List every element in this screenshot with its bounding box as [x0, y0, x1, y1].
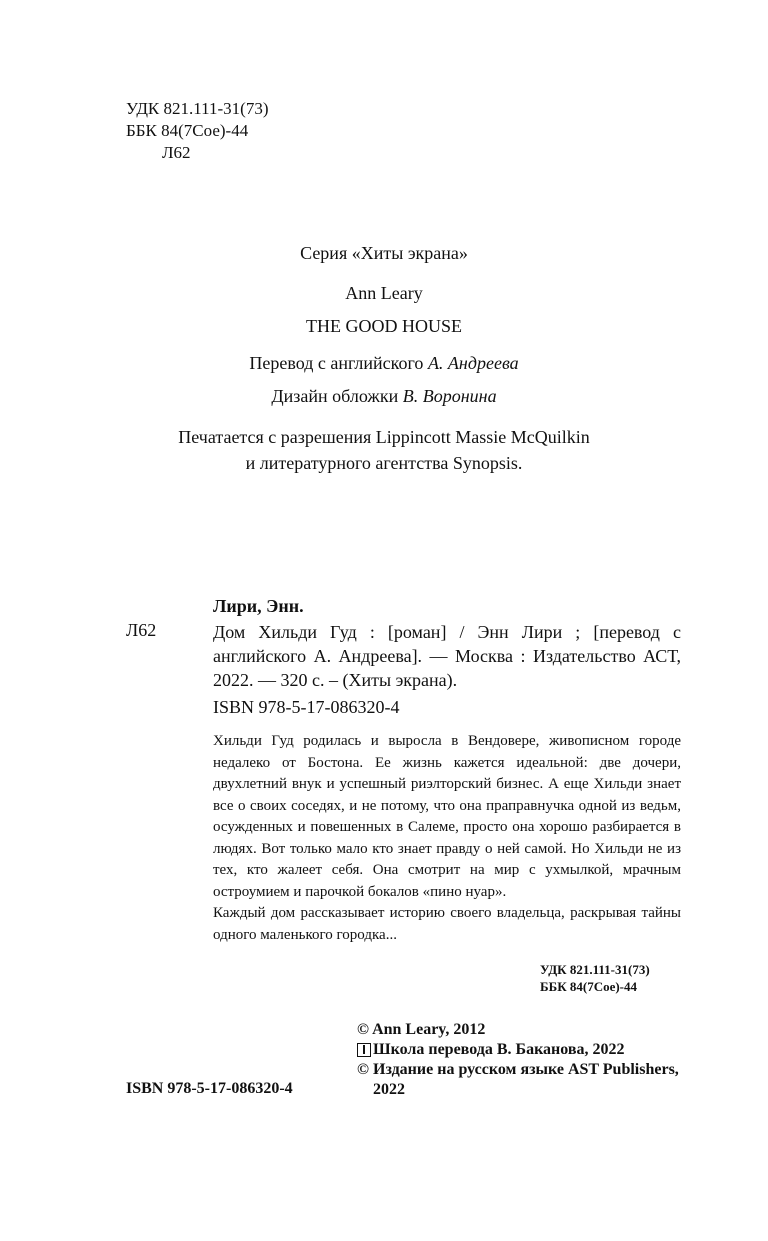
udk-code: УДК 821.111-31(73) [126, 99, 269, 118]
catalog-entry: Дом Хильди Гуд : [роман] / Энн Лири ; [перевод с английского А. Андреева]. — Москва : Издательство АСТ, 2022. — 320 с. – (Хиты экрана). [213, 622, 681, 690]
udk-block-bottom [540, 961, 681, 995]
bbk-code: ББК 84(7Сое)-44 [126, 121, 249, 140]
annotation-paragraph-2: Каждый дом рассказывает историю своего владельца, раскрывая тайны одного маленького городка... [213, 905, 681, 943]
cover-design-prefix: Дизайн обложки [271, 386, 399, 406]
permission-notice [0, 424, 768, 476]
copyright-block [357, 1020, 687, 1100]
isbn-bottom: ISBN 978-5-17-086320-4 [126, 1080, 293, 1097]
annotation-paragraph-1: Хильди Гуд родилась и выросла в Вендовере, живописном городе недалеко от Бостона. Ее жизнь кажется идеальной: две дочери, двухлетний внук и успешный риэлторский бизнес. А еще Хильди знает все о своих соседях, и не потому, что она праправнучка одной из ведьм, осужденных и повешенных в Салеме, просто она хорошо разбирается в людях. Вот только мало кто знает правду о ней самой. Но Хильди не из тех, кто жалеет себя. Она смотрит на мир с ухмылкой, мрачным остроумием и парочкой бокалов «пино нуар». [213, 733, 681, 900]
bbk-code-bottom: ББК 84(7Сое)-44 [540, 979, 638, 994]
udk-block-top [126, 98, 268, 164]
translation-prefix: Перевод с английского [249, 353, 424, 373]
copyright-edition-text: Издание на русском языке AST Publishers, 2022 [373, 1061, 679, 1098]
catalog-isbn: ISBN 978-5-17-086320-4 [213, 697, 400, 717]
cover-design-line [0, 386, 768, 407]
annotation [213, 731, 681, 946]
author-mark: Л62 [162, 143, 191, 162]
copyright-edition [357, 1060, 687, 1100]
translation-line [0, 353, 768, 374]
original-author: Ann Leary [345, 283, 423, 303]
permission-line-2: и литературного агентства Synopsis. [245, 453, 523, 473]
original-title: THE GOOD HOUSE [306, 316, 462, 336]
series-line: Серия «Хиты экрана» [300, 243, 468, 263]
copyright-translation-text: Школа перевода В. Баканова, 2022 [373, 1041, 625, 1058]
copyright-author [357, 1020, 687, 1040]
translator-name: А. Андреева [427, 353, 519, 373]
udk-code-bottom: УДК 821.111-31(73) [540, 962, 650, 977]
copyright-symbol: © [357, 1061, 369, 1078]
catalog-code: Л62 [126, 620, 157, 640]
cover-designer-name: В. Воронина [402, 386, 497, 406]
catalog-author: Лири, Энн. [213, 596, 304, 616]
copyright-author-text: © Ann Leary, 2012 [357, 1021, 486, 1038]
permission-line-1: Печатается с разрешения Lippincott Massie McQuilkin [178, 427, 590, 447]
copyright-translation [357, 1040, 687, 1060]
book-icon [357, 1040, 373, 1057]
